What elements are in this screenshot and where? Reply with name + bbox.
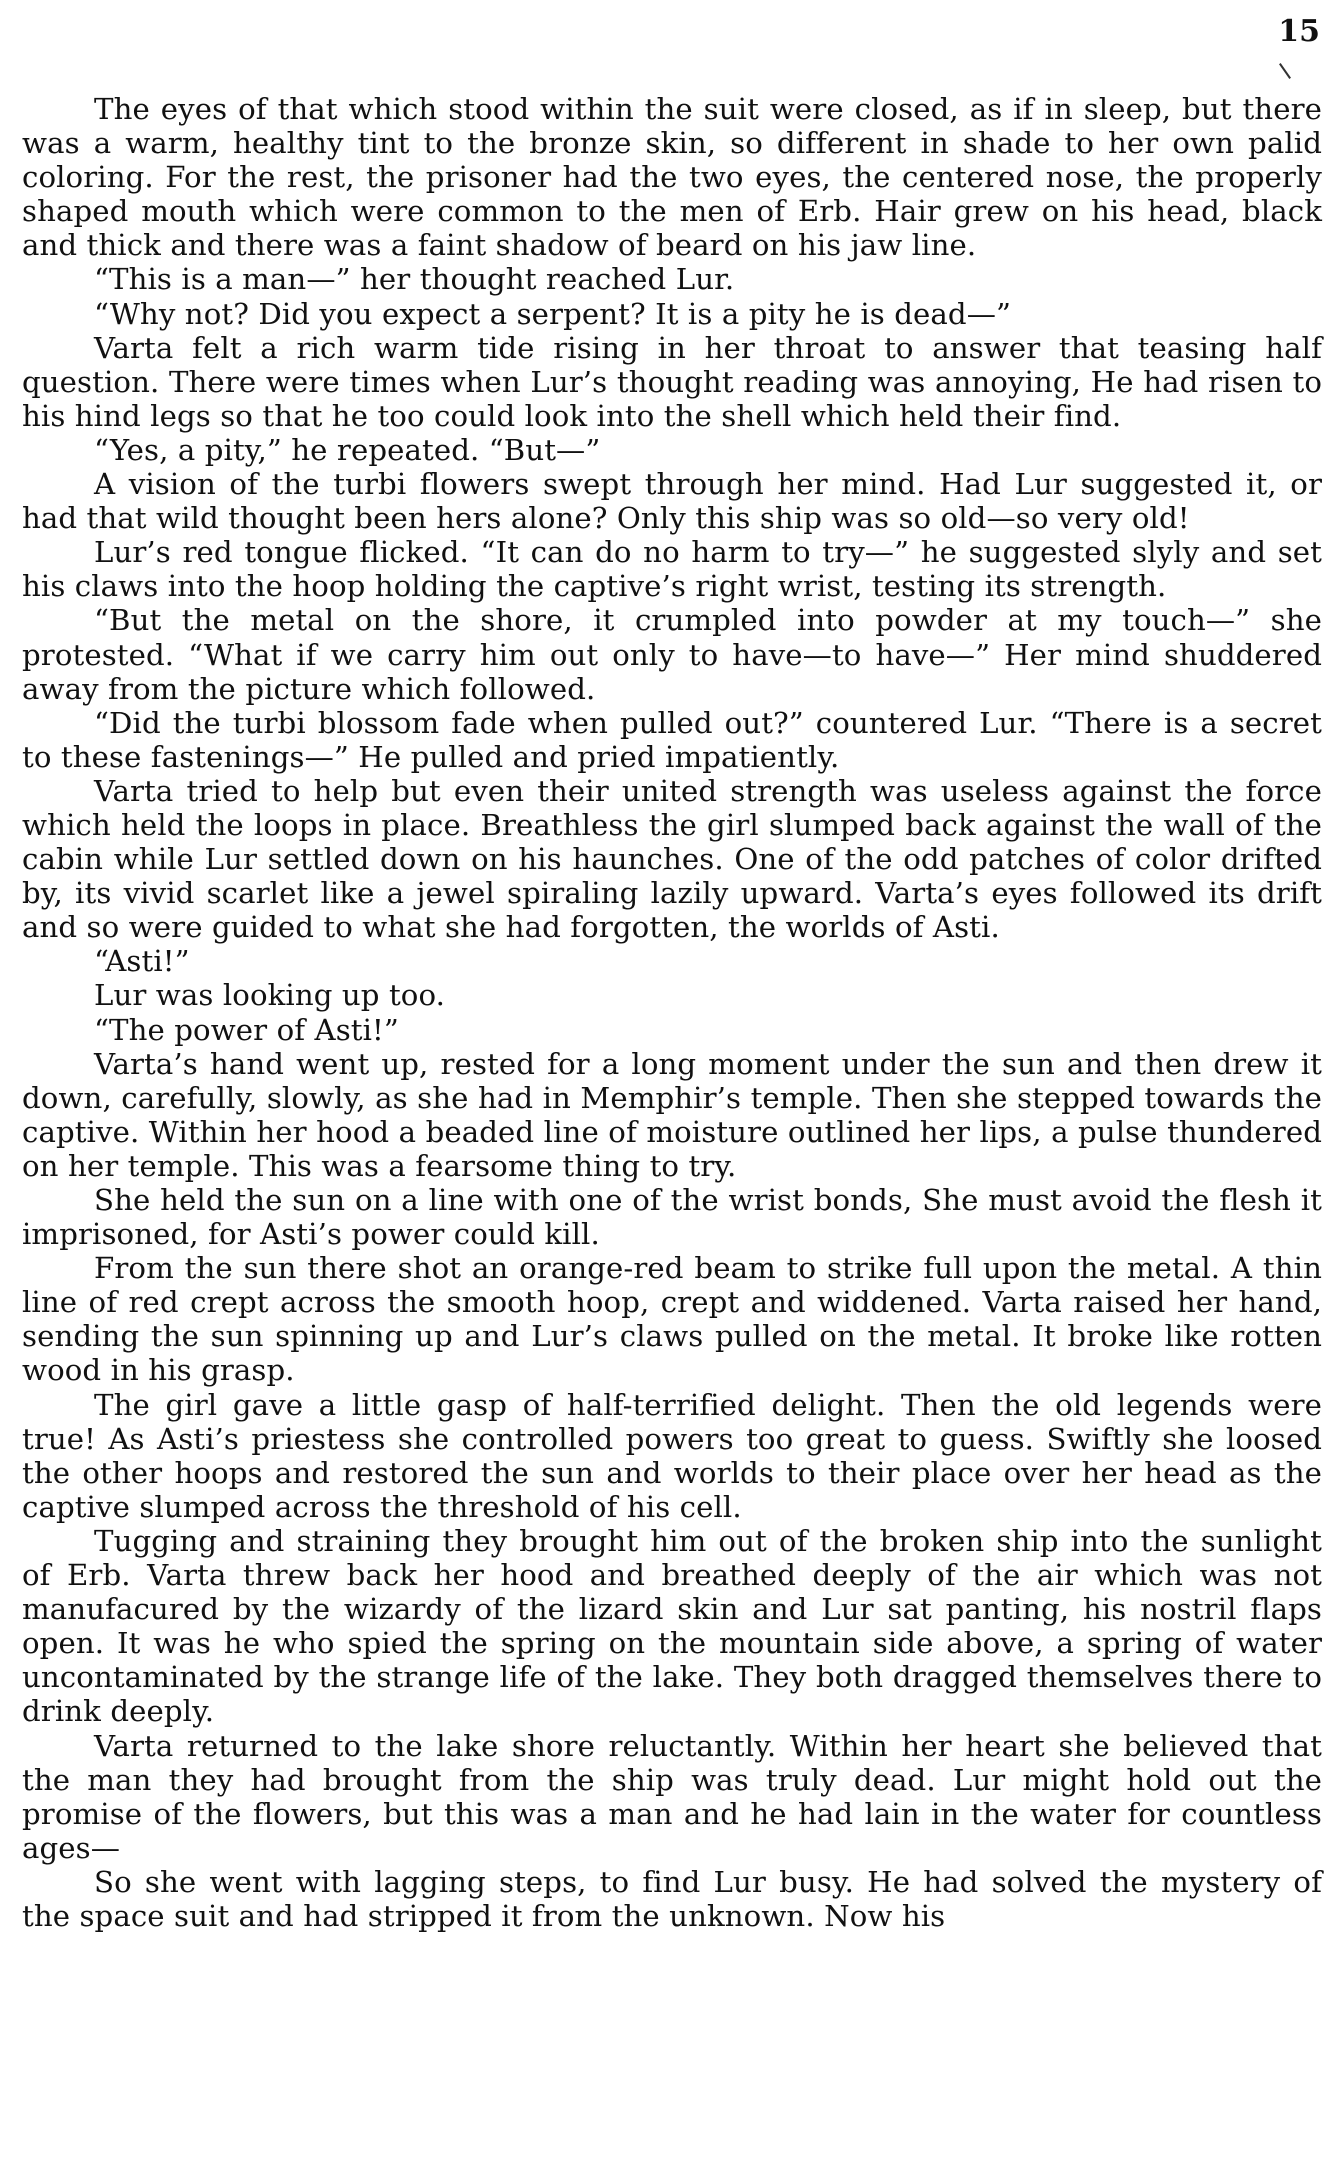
story-text	[22, 92, 1322, 1933]
paragraph: “Why not? Did you expect a serpent? It is a pity he is dead—”	[94, 296, 1012, 331]
paragraph: “The power of Asti!”	[94, 1012, 399, 1047]
paragraph: From the sun there shot an orange-red beam to strike full upon the metal. A thin line of red crept across the smooth hoop, crept and widdened. Varta raised her hand, sending the sun spinning up and Lur’s claws pulled on the metal. It broke like rotten wood in his grasp.	[22, 1251, 1322, 1388]
paragraph: Varta felt a rich warm tide rising in her throat to answer that teasing half question. There were times when Lur’s thought reading was annoying, He had risen to his hind legs so that he too could look into the shell which held their find.	[22, 330, 1322, 433]
paragraph: “Did the turbi blossom fade when pulled out?” countered Lur. “There is a secret to these fastenings—” He pulled and pried impatiently.	[22, 705, 1322, 774]
paragraph: The eyes of that which stood within the suit were closed, as if in sleep, but there was a warm, healthy tint to the bronze skin, so different in shade to her own palid coloring. For the rest, the prisoner had the two eyes, the centered nose, the properly shaped mouth which were common to the men of Erb. Hair grew on his head, black and thick and there was a faint shadow of beard on his jaw line.	[22, 92, 1322, 263]
paragraph: Lur was looking up too.	[94, 978, 446, 1013]
paragraph: The girl gave a little gasp of half-terrified delight. Then the old legends were true! As Asti’s priestess she controlled powers too great to guess. Swiftly she loosed the other hoops and restored the sun and worlds to their place over her head as the captive slumped across the threshold of his cell.	[22, 1387, 1322, 1524]
paragraph: “Yes, a pity,” he repeated. “But—”	[94, 432, 601, 467]
paragraph: Tugging and straining they brought him out of the broken ship into the sunlight of Erb. Varta threw back her hood and breathed deeply of the air which was not manufacured by the wizardy of the lizard skin and Lur sat panting, his nostril flaps open. It was he who spied the spring on the mountain side above, a spring of water uncontaminated by the strange life of the lake. They both dragged themselves there to drink deeply.	[22, 1523, 1322, 1729]
paragraph: Varta returned to the lake shore reluctantly. Within her heart she believed that the man they had brought from the ship was truly dead. Lur might hold out the promise of the flowers, but this was a man and he had lain in the water for countless ages—	[22, 1728, 1322, 1865]
paragraph: Varta tried to help but even their united strength was useless against the force which held the loops in place. Breathless the girl slumped back against the wall of the cabin while Lur settled down on his haunches. One of the odd patches of color drifted by, its vivid scarlet like a jewel spiraling lazily upward. Varta’s eyes followed its drift and so were guided to what she had forgotten, the worlds of Asti.	[22, 773, 1322, 945]
paragraph: She held the sun on a line with one of the wrist bonds, She must avoid the flesh it imprisoned, for Asti’s power could kill.	[22, 1183, 1322, 1252]
paragraph: A vision of the turbi flowers swept through her mind. Had Lur suggested it, or had that wild thought been hers alone? Only this ship was so old—so very old!	[22, 467, 1322, 536]
page-number: 15	[1278, 14, 1320, 49]
book-page	[22, 0, 1322, 2162]
paragraph: “Asti!”	[94, 944, 190, 979]
paragraph: “This is a man—” her thought reached Lur.	[94, 262, 735, 297]
paragraph: Varta’s hand went up, rested for a long moment under the sun and then drew it down, carefully, slowly, as she had in Memphir’s temple. Then she stepped towards the captive. Within her hood a beaded line of moisture outlined her lips, a pulse thundered on her temple. This was a fearsome thing to try.	[22, 1046, 1322, 1183]
paragraph: Lur’s red tongue flicked. “It can do no harm to try—” he suggested slyly and set his claws into the hoop holding the captive’s right wrist, testing its strength.	[22, 535, 1322, 604]
print-mark	[1279, 63, 1291, 79]
paragraph: So she went with lagging steps, to find Lur busy. He had solved the mystery of the space suit and had stripped it from the unknown. Now his	[22, 1864, 1322, 1933]
paragraph: “But the metal on the shore, it crumpled into powder at my touch—” she protested. “What if we carry him out only to have—to have—” Her mind shuddered away from the picture which followed.	[22, 603, 1322, 706]
